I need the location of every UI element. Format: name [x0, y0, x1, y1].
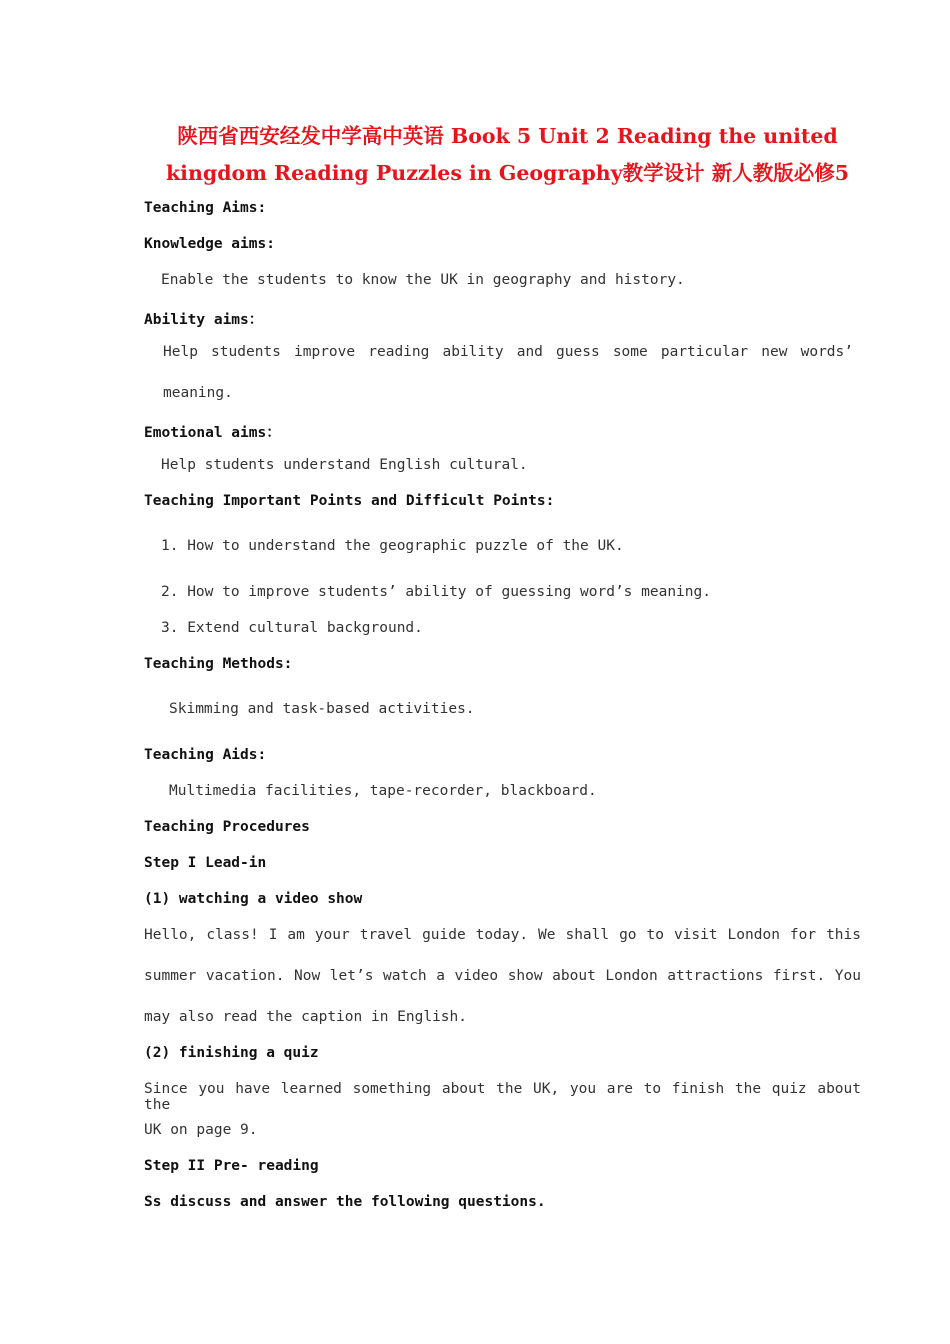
heading-step-1: Step I Lead-in	[144, 855, 267, 871]
video-show-text-line-3: may also read the caption in English.	[144, 1009, 468, 1025]
heading-important-points: Teaching Important Points and Difficult Points:	[144, 493, 555, 509]
video-show-text-line-2: summer vacation. Now let’s watch a video show about London attractions first. You	[144, 968, 861, 984]
title-line-1: 陕西省西安经发中学高中英语 Book 5 Unit 2 Reading the united	[177, 124, 838, 148]
heading-teaching-methods: Teaching Methods:	[144, 656, 293, 672]
teaching-aids-text: Multimedia facilities, tape-recorder, blackboard.	[169, 783, 597, 799]
teaching-methods-text: Skimming and task-based activities.	[169, 701, 475, 717]
heading-teaching-aims: Teaching Aims:	[144, 200, 267, 216]
video-show-text-line-1: Hello, class! I am your travel guide today. We shall go to visit London for this	[144, 927, 861, 943]
heading-teaching-procedures: Teaching Procedures	[144, 819, 310, 835]
step-2-text: Ss discuss and answer the following questions.	[144, 1194, 546, 1210]
heading-ability-aims: Ability aims：	[144, 312, 264, 328]
list-item-point-2: 2. How to improve students’ ability of guessing word’s meaning.	[161, 584, 711, 600]
heading-step-2: Step II Pre- reading	[144, 1158, 319, 1174]
emotional-aims-text: Help students understand English cultural.	[161, 457, 528, 473]
knowledge-aims-text: Enable the students to know the UK in geography and history.	[161, 272, 685, 288]
list-item-point-1: 1. How to understand the geographic puzzle of the UK.	[161, 538, 624, 554]
ability-aims-text-line-1: Help students improve reading ability and guess some particular new words’	[163, 344, 853, 360]
ability-aims-text-line-2: meaning.	[163, 385, 233, 401]
subheading-quiz: (2) finishing a quiz	[144, 1045, 319, 1061]
heading-teaching-aids: Teaching Aids:	[144, 747, 267, 763]
heading-knowledge-aims: Knowledge aims:	[144, 236, 275, 252]
title-line-2: kingdom Reading Puzzles in Geography教学设计 新人教版必修5	[165, 161, 850, 185]
quiz-text-line-1: Since you have learned something about the UK, you are to finish the quiz about the	[144, 1081, 861, 1113]
document-title	[100, 118, 915, 192]
list-item-point-3: 3. Extend cultural background.	[161, 620, 423, 636]
quiz-text-line-2: UK on page 9.	[144, 1122, 258, 1138]
heading-emotional-aims: Emotional aims：	[144, 425, 281, 441]
subheading-video-show: (1) watching a video show	[144, 891, 363, 907]
